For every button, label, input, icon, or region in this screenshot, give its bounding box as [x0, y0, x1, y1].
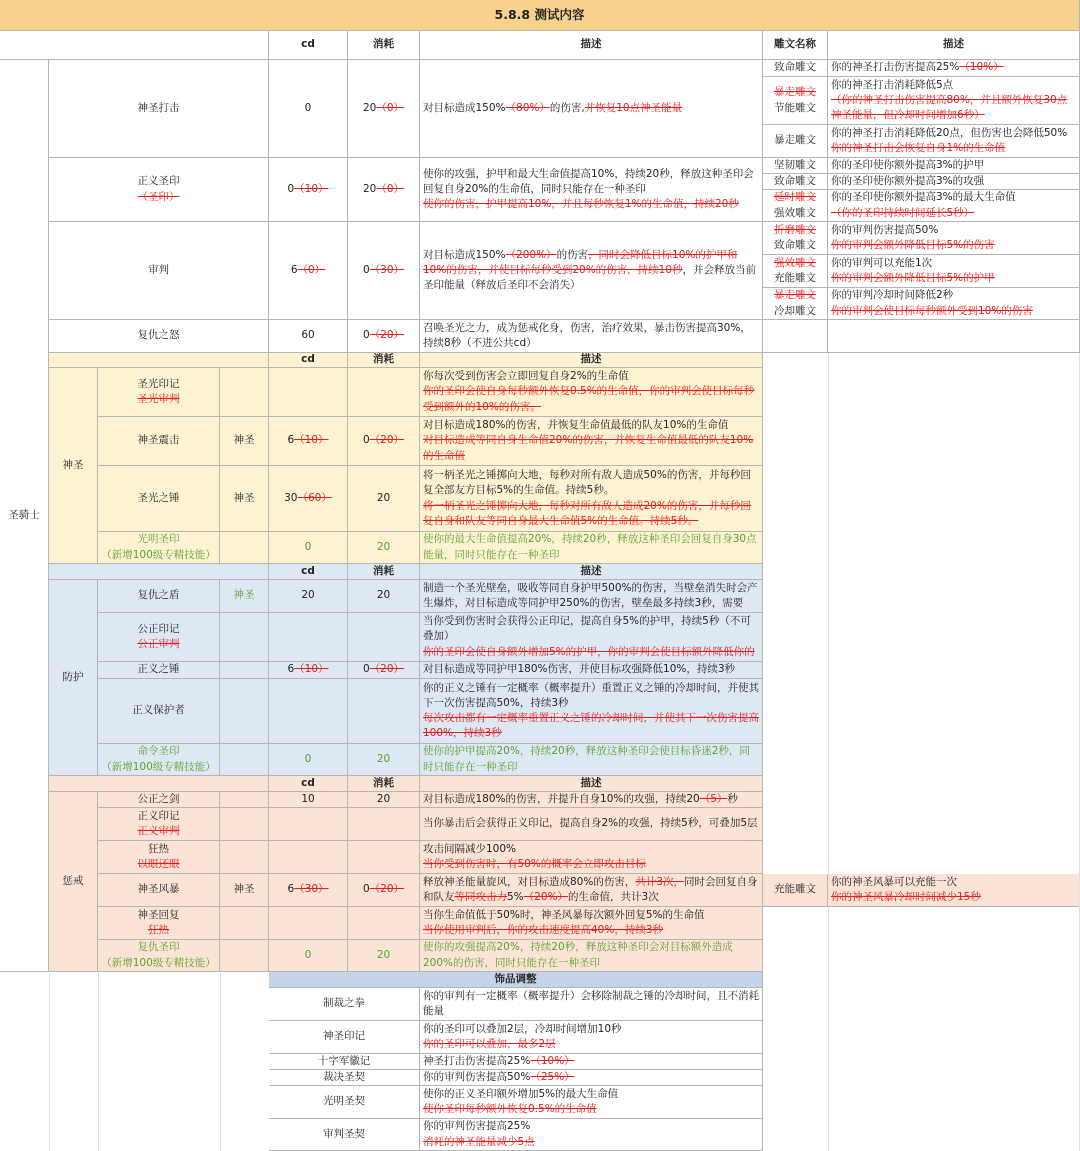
prot-header-cd: cd [269, 564, 348, 580]
skill-tag [220, 792, 269, 808]
ret-header-blank [49, 776, 269, 792]
skill-cd: 0 [269, 940, 348, 972]
skill-cd: 6（0） [269, 222, 348, 320]
skill-tag [220, 744, 269, 776]
gridline [49, 972, 50, 1151]
spec-label: 神圣 [49, 368, 98, 564]
skill-name: 正义之锤 [98, 662, 220, 679]
skill-desc: 对目标造成150%（200%）的伤害，同时会降低目标10%的护甲和10%的伤害，并使目标每秒受到20%的伤害，持续10秒，并会释放当前圣印能量（释放后圣印不会消失） [420, 222, 763, 320]
skill-desc: 对目标造成180%的伤害，并恢复生命值最低的队友10%的生命值 对目标造成等同自身生命值20%的伤害，并恢复生命值最低的队友10%的生命值 [420, 417, 763, 466]
skill-tag [220, 841, 269, 874]
glyph-desc: 你的神圣打击消耗降低20点，但伤害也会降低50% 你的神圣打击会恢复自身1%的生命值 [828, 125, 1080, 158]
skill-name: 神圣回复 狂热 [98, 907, 220, 940]
glyph-empty [828, 320, 1080, 353]
holy-header-cost: 消耗 [348, 353, 420, 368]
glyph-name: 延时雕文 强效雕文 [763, 190, 828, 222]
jewelry-desc: 使你的正义圣印额外增加5%的最大生命值 使你圣印每秒额外恢复0.5%的生命值 [420, 1086, 763, 1119]
skill-name: 圣光之锤 [98, 466, 220, 532]
skill-cd: 10 [269, 792, 348, 808]
skill-cd: 6（10） [269, 417, 348, 466]
skill-cd [269, 613, 348, 662]
skill-tag [220, 532, 269, 564]
skill-cost [348, 368, 420, 417]
skill-desc: 使你的攻强提高20%，持续20秒，释放这种圣印会对目标额外造成200%的伤害，同时只能存在一种圣印 [420, 940, 763, 972]
skill-name: 复仇圣印 （新增100级专精技能） [98, 940, 220, 972]
skill-cost: 20（0） [348, 60, 420, 158]
skill-desc: 使你的最大生命值提高20%，持续20秒，释放这种圣印会回复自身30点能量，同时只能存在一种圣印 [420, 532, 763, 564]
header-desc: 描述 [420, 31, 763, 60]
ret-header-desc: 描述 [420, 776, 763, 792]
jewelry-name: 十字军徽记 [269, 1054, 420, 1070]
skill-tag [220, 368, 269, 417]
ret-header-cost: 消耗 [348, 776, 420, 792]
header-cost: 消耗 [348, 31, 420, 60]
gridline [98, 972, 99, 1151]
skill-cost: 20 [348, 580, 420, 613]
skill-name: 圣光印记 圣光审判 [98, 368, 220, 417]
skill-name: 光明圣印 （新增100级专精技能） [98, 532, 220, 564]
prot-header-desc: 描述 [420, 564, 763, 580]
skill-cd: 0 [269, 60, 348, 158]
skill-tag [220, 907, 269, 940]
skill-cost: 0（30） [348, 222, 420, 320]
skill-name: 神圣风暴 [98, 874, 220, 907]
skill-name: 神圣打击 [49, 60, 269, 158]
skill-cd [269, 808, 348, 841]
skill-desc: 对目标造成150%（80%）的伤害,并恢复10点神圣能量 [420, 60, 763, 158]
jewelry-name: 审判圣契 [269, 1119, 420, 1151]
skill-desc: 当你生命值低于50%时，神圣风暴每次额外回复5%的生命值 当你使用审判后，你的攻击速度提高40%，持续3秒 [420, 907, 763, 940]
prot-header-blank [49, 564, 269, 580]
holy-spec-header-blank [49, 353, 269, 368]
jewelry-desc: 你的审判伤害提高50%（25%） [420, 1070, 763, 1086]
skill-name: 审判 [49, 222, 269, 320]
prot-header-cost: 消耗 [348, 564, 420, 580]
header-glyph-desc: 描述 [828, 31, 1080, 60]
gridline [828, 907, 829, 1151]
skill-name: 公正之剑 [98, 792, 220, 808]
jewelry-name: 制裁之拳 [269, 988, 420, 1021]
jewelry-desc: 你的审判有一定概率（概率提升）会移除制裁之锤的冷却时间，且不消耗能量 [420, 988, 763, 1021]
header-cd: cd [269, 31, 348, 60]
skill-cost [348, 679, 420, 744]
jewelry-title: 饰品调整 [269, 972, 763, 988]
glyph-desc: 你的神圣打击伤害提高25%（10%） [828, 60, 1080, 77]
jewelry-name: 神圣印记 [269, 1021, 420, 1054]
skill-cost: 0（20） [348, 417, 420, 466]
glyph-desc: 你的神圣打击消耗降低5点 （你的神圣打击伤害提高80%，并且额外恢复30点神圣能量，但冷却时间增加6秒） [828, 77, 1080, 125]
skill-desc: 召唤圣光之力，成为惩戒化身，伤害，治疗效果，暴击伤害提高30%，持续8秒（不进公共cd） [420, 320, 763, 353]
skill-cost: 20 [348, 466, 420, 532]
skill-cd [269, 907, 348, 940]
skill-cost [348, 907, 420, 940]
sheet-title: 5.8.8 测试内容 [0, 0, 1080, 31]
skill-tag: 神圣 [220, 874, 269, 907]
skill-cost: 20 [348, 744, 420, 776]
skill-name: 公正印记 公正审判 [98, 613, 220, 662]
skill-cd: 0 [269, 532, 348, 564]
skill-cost: 0（20） [348, 320, 420, 353]
skill-desc: 使你的攻强，护甲和最大生命值提高10%，持续20秒，释放这种圣印会回复自身20%的生命值，同时只能存在一种圣印 使你的伤害，护甲提高10%，并且每秒恢复1%的生命值，持续20秒 [420, 158, 763, 222]
header-blank [0, 31, 269, 60]
glyph-desc: 你的审判伤害提高50% 你的审判会额外降低目标5%的伤害 [828, 222, 1080, 255]
skill-desc: 对目标造成等同护甲180%伤害，并使目标攻强降低10%，持续3秒 [420, 662, 763, 679]
class-cell: 圣骑士 [0, 60, 49, 972]
skill-desc: 当你受到伤害时会获得公正印记，提高自身5%的护甲，持续5秒（不可叠加） 你的圣印会使自身额外增加5%的护甲，你的审判会使目标额外降低你的 [420, 613, 763, 662]
glyph-desc: 你的审判可以充能1次 你的审判会额外降低目标5%的护甲 [828, 255, 1080, 288]
skill-cd: 0（10） [269, 158, 348, 222]
skill-tag: 神圣 [220, 466, 269, 532]
skill-cost: 0（20） [348, 662, 420, 679]
ret-header-cd: cd [269, 776, 348, 792]
skill-name: 神圣震击 [98, 417, 220, 466]
skill-desc: 使你的护甲提高20%，持续20秒，释放这种圣印会使目标昏迷2秒，同时只能存在一种圣印 [420, 744, 763, 776]
glyph-desc: 你的审判冷却时间降低2秒 你的审判会使目标每秒额外受到10%的伤害 [828, 288, 1080, 320]
skill-name: 狂热 以眼还眼 [98, 841, 220, 874]
holy-header-cd: cd [269, 353, 348, 368]
skill-name: 命令圣印 （新增100级专精技能） [98, 744, 220, 776]
spec-label: 惩戒 [49, 792, 98, 972]
skill-cd: 6（30） [269, 874, 348, 907]
skill-tag: 神圣 [220, 580, 269, 613]
skill-desc: 你的正义之锤有一定概率（概率提升）重置正义之锤的冷却时间，并使其下一次伤害提高50%，持续3秒 每次攻击都有一定概率重置正义之锤的冷却时间，并使其下一次伤害提高100%，持续3秒 [420, 679, 763, 744]
glyph-desc: 你的神圣风暴可以充能一次 你的神圣风暴冷却时间减少15秒 [828, 874, 1080, 907]
skill-name: 复仇之盾 [98, 580, 220, 613]
skill-cd [269, 679, 348, 744]
skill-desc: 当你暴击后会获得正义印记，提高自身2%的攻强，持续5秒，可叠加5层 [420, 808, 763, 841]
skill-cost: 20 [348, 792, 420, 808]
skill-desc: 制造一个圣光壁垒，吸收等同自身护甲500%的伤害，当壁垒消失时会产生爆炸，对目标造成等同护甲250%的伤害，壁垒最多持续3秒，需要 [420, 580, 763, 613]
glyph-empty [763, 320, 828, 353]
glyph-name: 坚韧雕文 [763, 158, 828, 174]
skill-cost [348, 841, 420, 874]
skill-tag [220, 662, 269, 679]
skill-cd: 60 [269, 320, 348, 353]
glyph-name: 暴走雕文 节能雕文 [763, 77, 828, 125]
skill-cost [348, 613, 420, 662]
skill-cost: 20 [348, 940, 420, 972]
skill-name: 正义保护者 [98, 679, 220, 744]
skill-cd: 0 [269, 744, 348, 776]
skill-cd: 20 [269, 580, 348, 613]
header-glyph-name: 雕文名称 [763, 31, 828, 60]
skill-tag [220, 940, 269, 972]
jewelry-name: 光明圣契 [269, 1086, 420, 1119]
glyph-name: 致命雕文 [763, 60, 828, 77]
skill-desc: 对目标造成180%的伤害，并提升自身10%的攻强，持续20（5）秒 [420, 792, 763, 808]
skill-cd [269, 841, 348, 874]
skill-tag: 神圣 [220, 417, 269, 466]
jewelry-desc: 你的圣印可以叠加2层，冷却时间增加10秒 你的圣印可以叠加，最多2层 [420, 1021, 763, 1054]
gridline [828, 353, 829, 874]
glyph-name: 暴走雕文 [763, 125, 828, 158]
holy-header-desc: 描述 [420, 353, 763, 368]
skill-cd: 6（10） [269, 662, 348, 679]
skill-desc: 攻击间隔减少100% 当你受到伤害时，有50%的概率会立即攻击目标 [420, 841, 763, 874]
skill-tag [220, 679, 269, 744]
skill-desc: 释放神圣能量旋风，对目标造成80%的伤害，共计3次，同时会回复自身和队友等同攻击力5%（20%）的生命值，共计3次 [420, 874, 763, 907]
skill-cost: 0（20） [348, 874, 420, 907]
skill-cd: 30（60） [269, 466, 348, 532]
jewelry-desc: 神圣打击伤害提高25%（10%） [420, 1054, 763, 1070]
glyph-desc: 你的圣印使你额外提高3%的最大生命值 （你的圣印持续时间延长5秒） [828, 190, 1080, 222]
glyph-name: 折磨雕文 致命雕文 [763, 222, 828, 255]
skill-name: 正义印记 正义审判 [98, 808, 220, 841]
skill-name: 正义圣印 （圣印） [49, 158, 269, 222]
skill-cd [269, 368, 348, 417]
skill-desc: 将一柄圣光之锤掷向大地，每秒对所有敌人造成50%的伤害，并每秒回复全部友方目标5%的生命值。持续5秒。 将一柄圣光之锤掷向大地，每秒对所有敌人造成20%的伤害，并每秒回复自身和队友等同自身最大生命值5%的生命值。持续5秒。 [420, 466, 763, 532]
jewelry-desc: 你的审判伤害提高25% 消耗的神圣能量减少5点 [420, 1119, 763, 1151]
skill-name: 复仇之怒 [49, 320, 269, 353]
glyph-name: 致命雕文 [763, 174, 828, 190]
glyph-name: 强效雕文 充能雕文 [763, 255, 828, 288]
skill-cost: 20（0） [348, 158, 420, 222]
glyph-desc: 你的圣印使你额外提高3%的攻强 [828, 174, 1080, 190]
glyph-name: 暴走雕文 冷却雕文 [763, 288, 828, 320]
glyph-name: 充能雕文 [763, 874, 828, 907]
glyph-desc: 你的圣印使你额外提高3%的护甲 [828, 158, 1080, 174]
skill-tag [220, 808, 269, 841]
skill-cost: 20 [348, 532, 420, 564]
skill-desc: 你每次受到伤害会立即回复自身2%的生命值 你的圣印会使自身每秒额外恢复0.5%的生命值，你的审判会使目标每秒受到额外的10%的伤害。 [420, 368, 763, 417]
jewelry-name: 裁决圣契 [269, 1070, 420, 1086]
skill-cost [348, 808, 420, 841]
gridline [220, 972, 221, 1151]
spec-label: 防护 [49, 580, 98, 776]
skill-tag [220, 613, 269, 662]
